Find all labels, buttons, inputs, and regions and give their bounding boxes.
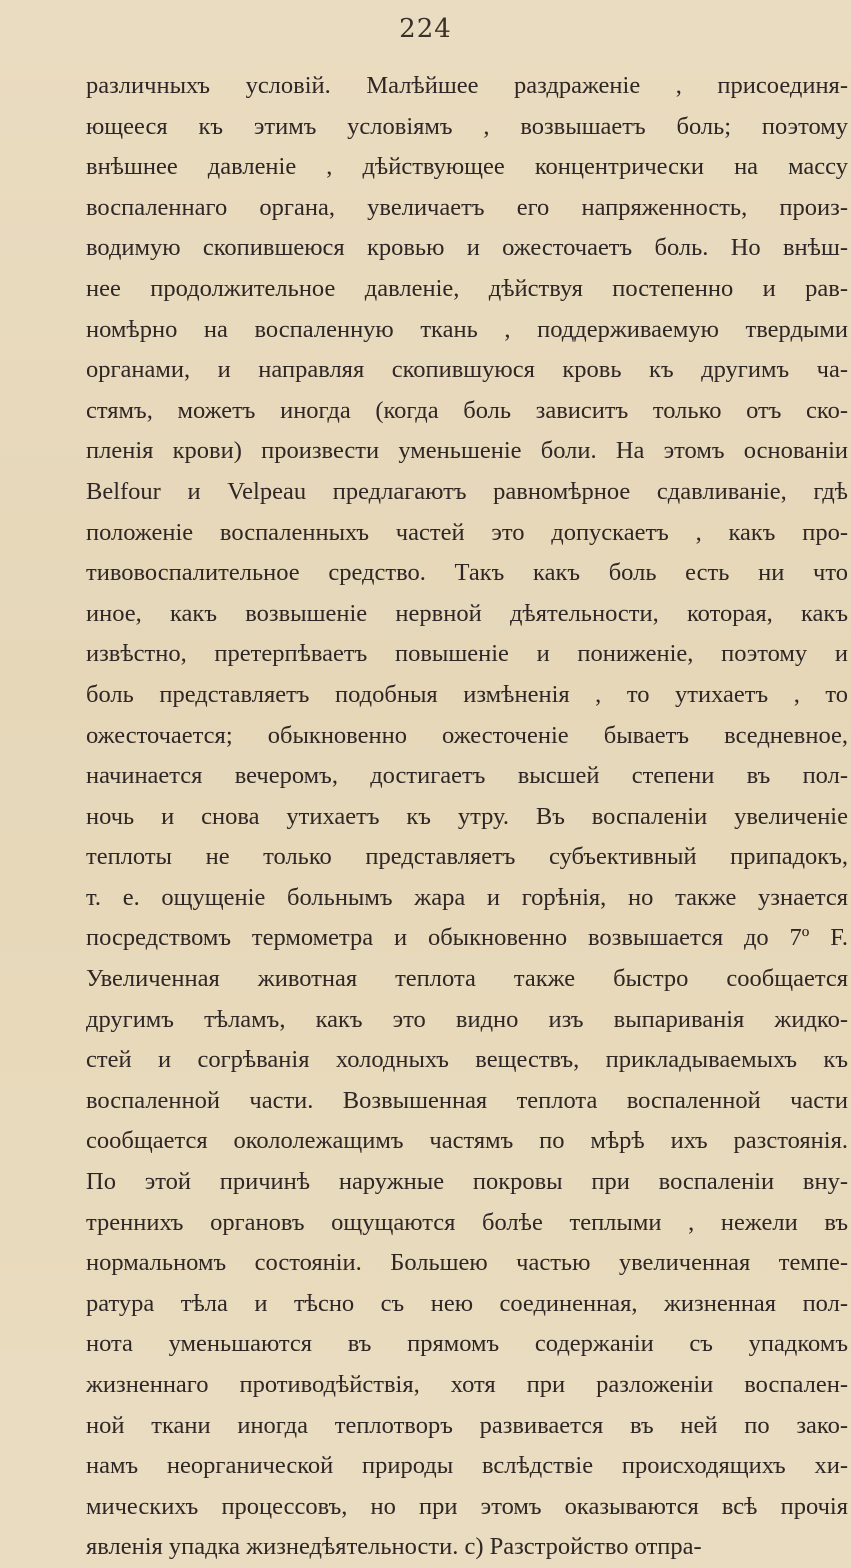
text-line: жизненнаго противодѣйствія, хотя при разложеніи воспален- <box>86 1371 848 1398</box>
body-text <box>86 66 848 1568</box>
text-line: По этой причинѣ наружные покровы при воспаленіи вну- <box>86 1168 848 1196</box>
text-line: треннихъ органовъ ощущаются болѣе теплыми , нежели въ <box>86 1208 848 1236</box>
text-line: явленія упадка жизнедѣятельности. с) Разстройство отпра- <box>86 1533 702 1561</box>
text-line: т. е. ощущеніе больнымъ жара и горѣнія, но также узнается <box>86 883 848 911</box>
text-line: воспаленнаго органа, увеличаетъ его напряженность, произ- <box>86 193 848 221</box>
text-line: другимъ тѣламъ, какъ это видно изъ выпариванія жидко- <box>86 1005 848 1033</box>
text-line: ночь и снова утихаетъ къ утру. Въ воспаленіи увеличеніе <box>86 802 848 830</box>
text-line: положеніе воспаленныхъ частей это допускаетъ , какъ про- <box>86 518 848 546</box>
text-line: нормальномъ состояніи. Большею частью увеличенная темпе- <box>86 1249 848 1277</box>
text-line: посредствомъ термометра и обыкновенно возвышается до 7º F. <box>86 924 848 952</box>
text-line: стей и согрѣванія холодныхъ веществъ, прикладываемыхъ къ <box>86 1046 848 1074</box>
text-line: внѣшнее давленіе , дѣйствующее концентрически на массу <box>86 153 848 181</box>
text-line: извѣстно, претерпѣваетъ повышеніе и пониженіе, поэтому и <box>86 640 848 668</box>
text-line: ожесточается; обыкновенно ожесточеніе бываетъ вседневное, <box>86 721 848 749</box>
text-line: Belfour и Velpeau предлагаютъ равномѣрное сдавливаніе, гдѣ <box>86 477 848 505</box>
text-line: стямъ, можетъ иногда (когда боль зависитъ только отъ ско- <box>86 396 848 424</box>
text-line: водимую скопившеюся кровью и ожесточаетъ боль. Но внѣш- <box>86 234 848 262</box>
text-line: ратура тѣла и тѣсно съ нею соединенная, жизненная пол- <box>86 1289 848 1317</box>
text-line: органами, и направляя скопившуюся кровь къ другимъ ча- <box>86 356 848 384</box>
text-line: нее продолжительное давленіе, дѣйствуя постепенно и рав- <box>86 274 848 302</box>
text-line: пленія крови) произвести уменьшеніе боли. На этомъ основаніи <box>86 437 848 465</box>
text-line: воспаленной части. Возвышенная теплота воспаленной части <box>86 1086 848 1114</box>
text-line: боль представляетъ подобныя измѣненія , то утихаетъ , то <box>86 680 848 708</box>
text-line: нота уменьшаются въ прямомъ содержаніи съ упадкомъ <box>86 1330 848 1358</box>
text-line: мическихъ процессовъ, но при этомъ оказываются всѣ прочія <box>86 1492 848 1520</box>
text-line: ной ткани иногда теплотворъ развивается въ ней по зако- <box>86 1411 848 1439</box>
text-line: иное, какъ возвышеніе нервной дѣятельности, которая, какъ <box>86 599 848 627</box>
text-line: номѣрно на воспаленную ткань , поддерживаемую твердыми <box>86 315 848 343</box>
text-line: намъ неорганической природы вслѣдствіе происходящихъ хи- <box>86 1452 848 1480</box>
text-line: ющееся къ этимъ условіямъ , возвышаетъ боль; поэтому <box>86 112 848 140</box>
text-line: различныхъ условій. Малѣйшее раздраженіе , присоединя- <box>86 72 848 99</box>
page-number: 224 <box>399 14 452 44</box>
text-line: тивовоспалительное средство. Такъ какъ боль есть ни что <box>86 559 848 587</box>
text-line: Увеличенная животная теплота также быстро сообщается <box>86 965 848 993</box>
text-line: теплоты не только представляетъ субъективный припадокъ, <box>86 843 848 871</box>
text-line: сообщается окололежащимъ частямъ по мѣрѣ ихъ разстоянія. <box>86 1127 848 1155</box>
text-line: начинается вечеромъ, достигаетъ высшей степени въ пол- <box>86 762 848 790</box>
